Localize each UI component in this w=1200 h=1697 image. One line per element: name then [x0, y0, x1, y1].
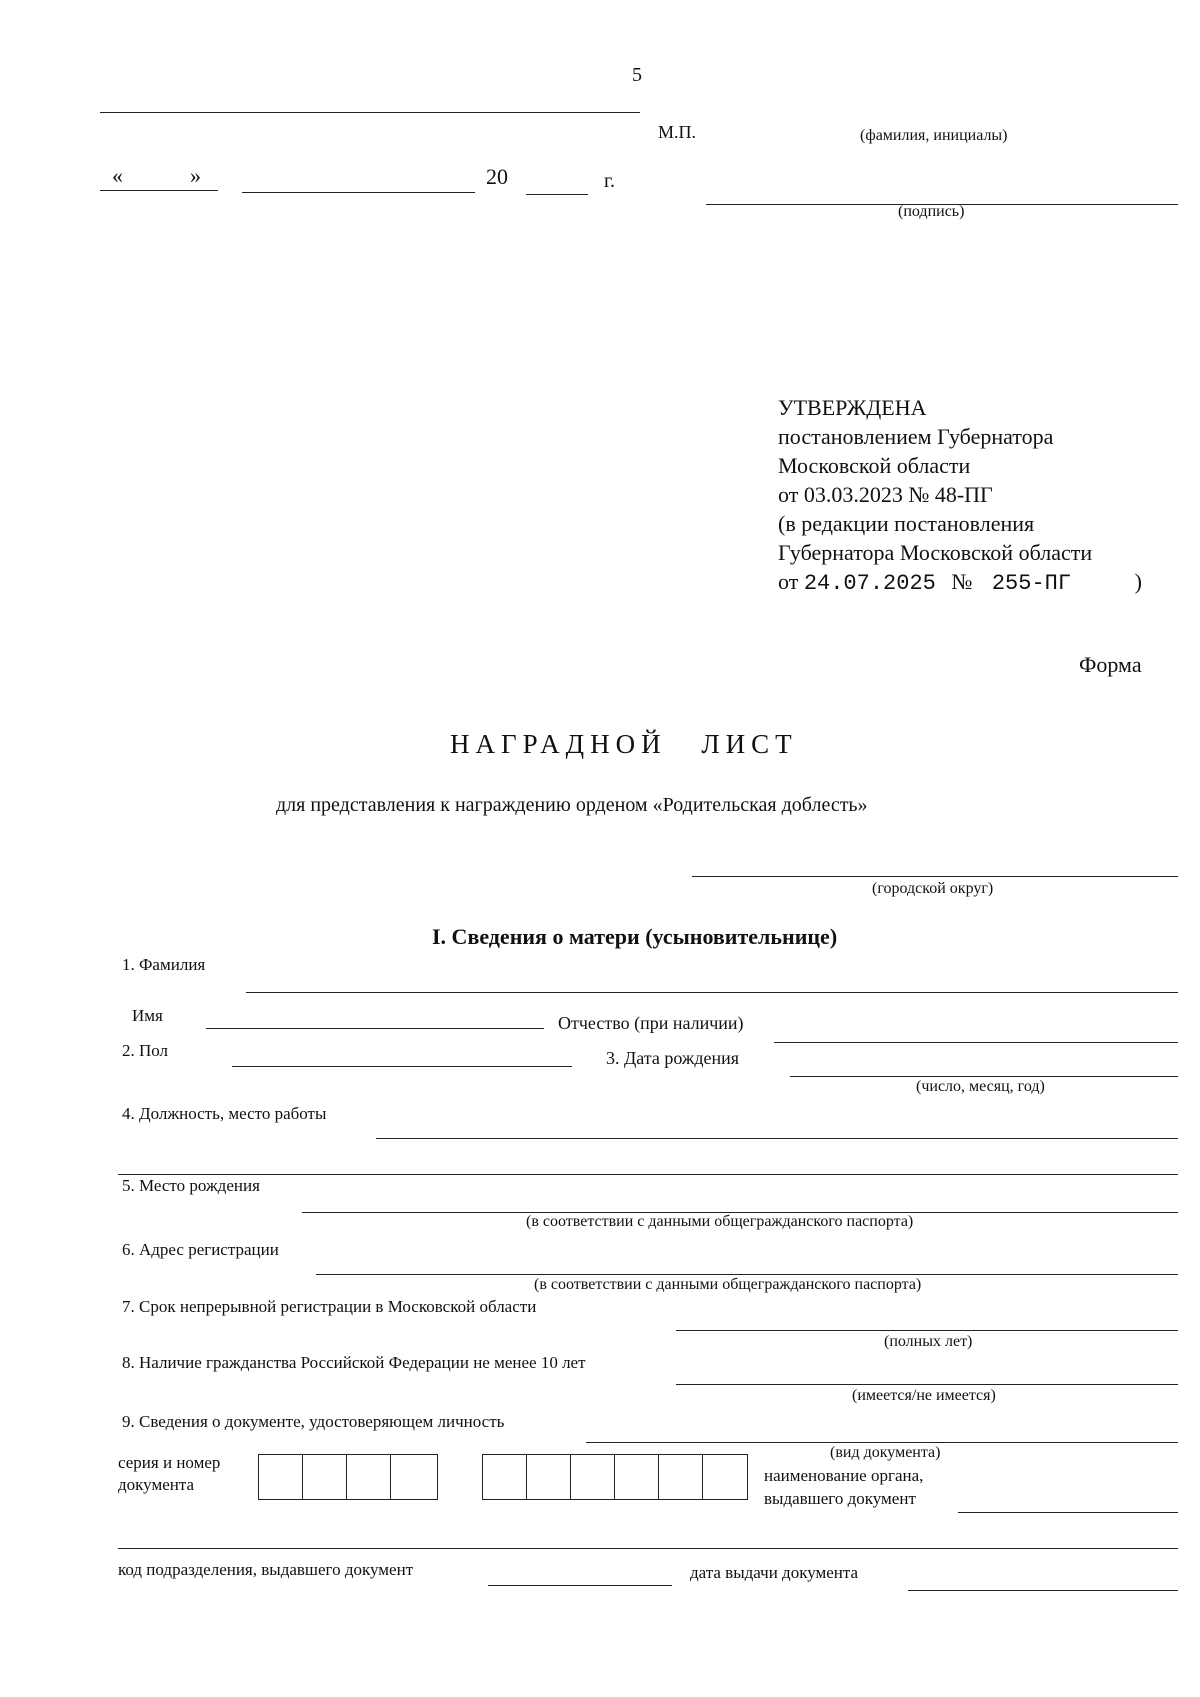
- birthplace-caption: (в соответствии с данными общегражданского паспорта): [526, 1213, 914, 1230]
- number-box[interactable]: [615, 1455, 659, 1499]
- position-label: 4. Должность, место работы: [122, 1104, 327, 1123]
- form-label: Форма: [1079, 652, 1142, 677]
- term-line[interactable]: [676, 1330, 1178, 1331]
- position-line: [100, 112, 640, 113]
- sex-label: 2. Пол: [122, 1041, 169, 1060]
- issuer-label-line-2: выдавшего документ: [764, 1489, 916, 1508]
- mp-label: М.П.: [658, 122, 697, 142]
- birthdate-caption: (число, месяц, год): [916, 1078, 1045, 1095]
- number-box[interactable]: [571, 1455, 615, 1499]
- position-line-1[interactable]: [376, 1138, 1178, 1139]
- approval-block: [778, 393, 1142, 598]
- district-line: [692, 876, 1178, 877]
- series-label-line-2: документа: [118, 1475, 195, 1494]
- patronymic-label: Отчество (при наличии): [558, 1013, 744, 1033]
- issuer-label-line-1: наименование органа,: [764, 1466, 924, 1485]
- year-suffix: г.: [604, 170, 615, 192]
- series-boxes[interactable]: [258, 1454, 438, 1500]
- surname-line[interactable]: [246, 992, 1178, 993]
- issuer-label: [764, 1464, 923, 1510]
- address-label: 6. Адрес регистрации: [122, 1240, 279, 1259]
- birthplace-label: 5. Место рождения: [122, 1176, 260, 1195]
- issue-date-label: дата выдачи документа: [690, 1563, 859, 1582]
- document-type-caption: (вид документа): [830, 1444, 941, 1461]
- number-box[interactable]: [703, 1455, 747, 1499]
- name-line[interactable]: [206, 1028, 544, 1029]
- approval-line-5: (в редакции постановления: [778, 511, 1035, 536]
- day-line: [100, 190, 218, 191]
- series-box[interactable]: [259, 1455, 303, 1499]
- approval-from: от: [778, 569, 799, 594]
- citizenship-line[interactable]: [676, 1384, 1178, 1385]
- document-label: 9. Сведения о документе, удостоверяющем личность: [122, 1412, 505, 1431]
- approval-line-4: от 03.03.2023 № 48-ПГ: [778, 482, 993, 507]
- number-box[interactable]: [483, 1455, 527, 1499]
- citizenship-label: 8. Наличие гражданства Российской Федерации не менее 10 лет: [122, 1353, 586, 1372]
- month-line: [242, 192, 475, 193]
- approval-line-1: УТВЕРЖДЕНА: [778, 395, 927, 420]
- series-box[interactable]: [347, 1455, 391, 1499]
- birthdate-label: 3. Дата рождения: [606, 1048, 740, 1068]
- dept-code-line[interactable]: [488, 1585, 672, 1586]
- sex-line[interactable]: [232, 1066, 572, 1067]
- signature-caption: (подпись): [898, 203, 965, 220]
- position-line-2[interactable]: [118, 1174, 1178, 1175]
- page-number: 5: [632, 64, 642, 86]
- patronymic-line[interactable]: [774, 1042, 1178, 1043]
- name-caption: (фамилия, инициалы): [860, 127, 1008, 144]
- approval-line-2: постановлением Губернатора: [778, 424, 1054, 449]
- document-type-line[interactable]: [586, 1442, 1178, 1443]
- dept-code-label: код подразделения, выдавшего документ: [118, 1560, 414, 1579]
- document-title: НАГРАДНОЙ ЛИСТ: [450, 729, 798, 759]
- quote-close: »: [190, 163, 201, 188]
- issuer-line-2[interactable]: [118, 1548, 1178, 1549]
- address-line[interactable]: [316, 1274, 1178, 1275]
- section-heading: I. Сведения о матери (усыновительнице): [432, 924, 838, 949]
- approval-no-sign: №: [951, 569, 973, 594]
- district-caption: (городской округ): [872, 880, 994, 897]
- year-line: [526, 194, 588, 195]
- number-box[interactable]: [659, 1455, 703, 1499]
- address-caption: (в соответствии с данными общегражданского паспорта): [534, 1276, 922, 1293]
- approval-line-3: Московской области: [778, 453, 971, 478]
- approval-date: 24.07.2025: [803, 571, 936, 596]
- term-label: 7. Срок непрерывной регистрации в Московской области: [122, 1297, 537, 1316]
- quote-open: «: [112, 163, 123, 188]
- series-box[interactable]: [303, 1455, 347, 1499]
- issue-date-line[interactable]: [908, 1590, 1178, 1591]
- citizenship-caption: (имеется/не имеется): [852, 1387, 996, 1404]
- series-box[interactable]: [391, 1455, 435, 1499]
- series-number-label: [118, 1452, 220, 1496]
- term-caption: (полных лет): [884, 1333, 973, 1350]
- approval-close: ): [1134, 569, 1142, 594]
- approval-line-7: [778, 567, 1142, 598]
- series-label-line-1: серия и номер: [118, 1453, 221, 1472]
- name-label: Имя: [132, 1006, 163, 1025]
- surname-label: 1. Фамилия: [122, 955, 206, 974]
- document-subtitle: для представления к награждению орденом «Родительская доблесть»: [276, 794, 868, 816]
- approval-line-6: Губернатора Московской области: [778, 540, 1093, 565]
- issuer-line-1[interactable]: [958, 1512, 1178, 1513]
- number-boxes[interactable]: [482, 1454, 748, 1500]
- approval-number: 255-ПГ: [991, 571, 1072, 596]
- number-box[interactable]: [527, 1455, 571, 1499]
- year-prefix: 20: [486, 164, 508, 189]
- birthdate-line[interactable]: [790, 1076, 1178, 1077]
